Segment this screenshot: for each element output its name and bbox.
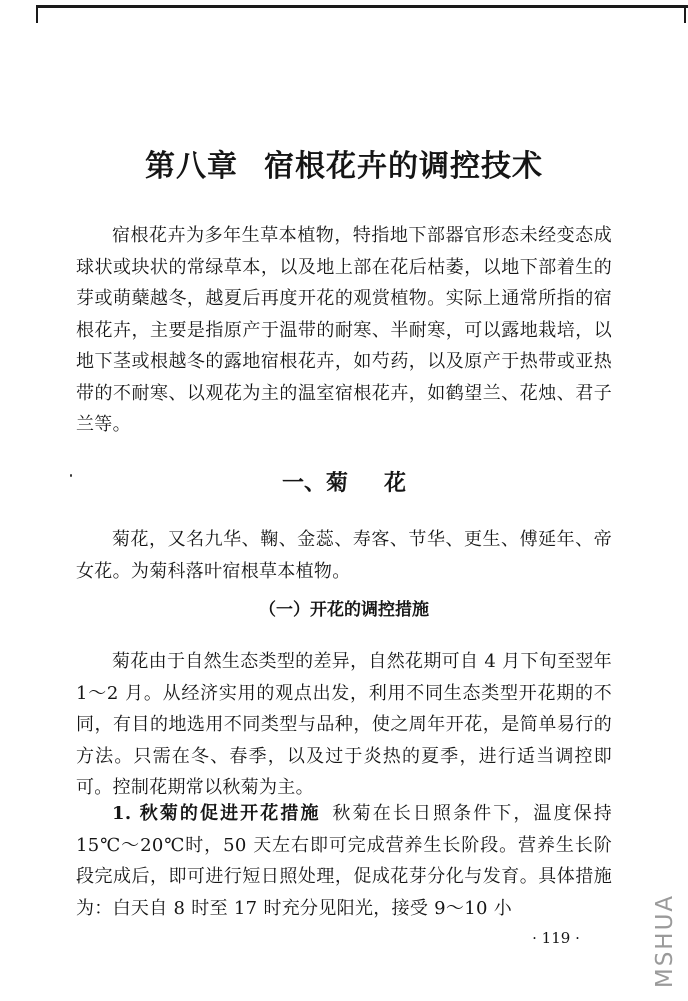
- intro-paragraph: 宿根花卉为多年生草本植物，特指地下部器官形态未经变态成球状或块状的常绿草本，以及地上部在花后枯萎，以地下部着生的芽或萌蘖越冬，越夏后再度开花的观赏植物。实际上通常所指的宿根花卉，主要是指原产于温带的耐寒、半耐寒，可以露地栽培，以地下茎或根越冬的露地宿根花卉，如芍药，以及原产于热带或亚热带的不耐寒、以观花为主的温室宿根花卉，如鹤望兰、花烛、君子兰等。: [76, 225, 612, 435]
- section-title: [76, 466, 612, 497]
- paragraph-lead: 1. 秋菊的促进开花措施: [112, 803, 321, 824]
- section-number: 一、菊: [281, 470, 348, 496]
- page-border-right: [684, 5, 686, 23]
- paragraph-body: 秋菊在长日照条件下，温度保持 15℃～20℃时，50 天左右即可完成营养生长阶段。营养生长阶段完成后，即可进行短日照处理，促成花芽分化与发育。具体措施为：白天自 8 时至 17 时充分见阳光，接受 9～10 小: [76, 803, 612, 919]
- chapter-name: 宿根花卉的调控技术: [264, 149, 543, 184]
- section-name: 花: [384, 470, 407, 496]
- page-border-left: [36, 5, 38, 23]
- watermark: [650, 888, 680, 994]
- page-border-top: [36, 5, 688, 8]
- subsection-title: （一）开花的调控措施: [259, 600, 429, 620]
- chapter-title: [76, 141, 612, 185]
- chrysanthemum-description: 菊花，又名九华、鞠、金蕊、寿客、节华、更生、傅延年、帝女花。为菊科落叶宿根草本植物。: [76, 529, 612, 582]
- watermark-text: MSHUA: [652, 893, 678, 989]
- chapter-label: 第八章: [145, 149, 238, 184]
- page-number: · 119 ·: [532, 929, 580, 947]
- flowering-control-paragraph: 菊花由于自然生态类型的差异，自然花期可自 4 月下旬至翌年 1～2 月。从经济实用的观点出发，利用不同生态类型开花期的不同，有目的地选用不同类型与品种，使之周年开花，是简单易行的方法。只需在冬、春季，以及过于炎热的夏季，进行适当调控即可。控制花期常以秋菊为主。: [76, 651, 612, 798]
- autumn-chrysanthemum-paragraph: [76, 798, 612, 924]
- speck: [70, 474, 72, 477]
